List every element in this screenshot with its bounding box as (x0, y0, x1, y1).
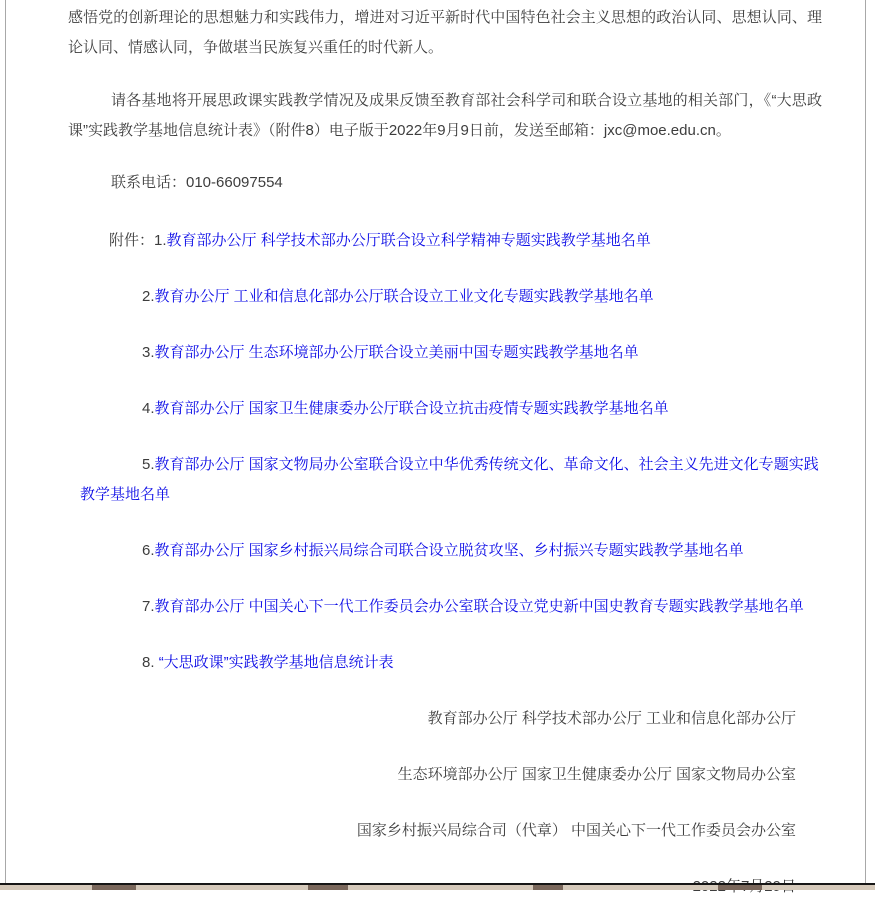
attachment-link-8[interactable]: “大思政课”实践教学基地信息统计表 (158, 654, 394, 671)
attachment-item-7 (80, 592, 822, 622)
cropped-content-mark (308, 885, 348, 890)
attachment-number-6: 6. (142, 542, 155, 559)
attachment-number-4: 4. (142, 400, 155, 417)
attachment-item-2 (80, 282, 822, 312)
body-paragraph-1: 感悟党的创新理论的思想魅力和实践伟力，增进对习近平新时代中国特色社会主义思想的政治认同、思想认同、理论认同、情感认同，争做堪当民族复兴重任的时代新人。 (68, 9, 822, 56)
attachment-item-8 (80, 648, 822, 678)
attachment-item-5 (80, 450, 822, 510)
signature-line-3: 国家乡村振兴局综合司（代章） 中国关心下一代工作委员会办公室 (356, 822, 796, 839)
attachment-link-6[interactable]: 教育部办公厅 国家乡村振兴局综合司联合设立脱贫攻坚、乡村振兴专题实践教学基地名单 (154, 542, 744, 559)
attachment-number-1: 1. (154, 232, 167, 249)
cropped-content-mark (718, 885, 762, 890)
attachment-link-5[interactable]: 教育部办公厅 国家文物局办公室联合设立中华优秀传统文化、革命文化、社会主义先进文化专题实践教学基地名单 (80, 456, 819, 503)
attachments-label: 附件： (109, 232, 155, 249)
attachment-link-4[interactable]: 教育部办公厅 国家卫生健康委办公厅联合设立抗击疫情专题实践教学基地名单 (154, 400, 669, 417)
contact-phone-line: 联系电话：010-66097554 (111, 174, 283, 191)
cropped-next-content (0, 885, 875, 890)
document-page (5, 0, 866, 884)
attachment-number-2: 2. (142, 288, 155, 305)
cropped-content-mark (533, 885, 563, 890)
document-content (6, 3, 865, 902)
attachment-link-3[interactable]: 教育部办公厅 生态环境部办公厅联合设立美丽中国专题实践教学基地名单 (154, 344, 639, 361)
attachment-item-4 (80, 394, 822, 424)
attachment-number-5: 5. (142, 456, 155, 473)
body-paragraph-2: 请各基地将开展思政课实践教学情况及成果反馈至教育部社会科学司和联合设立基地的相关部门，《“大思政课”实践教学基地信息统计表》（附件8）电子版于2022年9月9日前，发送至邮箱：jxc@moe.edu.cn。 (68, 92, 822, 139)
attachment-number-8: 8. (142, 654, 159, 671)
signature-block (68, 704, 822, 846)
attachment-item-1 (80, 226, 822, 256)
attachment-list (68, 226, 822, 678)
attachment-item-6 (80, 536, 822, 566)
signature-line-2: 生态环境部办公厅 国家卫生健康委办公厅 国家文物局办公室 (397, 766, 796, 783)
attachment-link-1[interactable]: 教育部办公厅 科学技术部办公厅联合设立科学精神专题实践教学基地名单 (166, 232, 651, 249)
cropped-content-mark (92, 885, 136, 890)
attachment-number-3: 3. (142, 344, 155, 361)
attachment-link-2[interactable]: 教育办公厅 工业和信息化部办公厅联合设立工业文化专题实践教学基地名单 (154, 288, 654, 305)
attachment-number-7: 7. (142, 598, 155, 615)
attachment-link-7[interactable]: 教育部办公厅 中国关心下一代工作委员会办公室联合设立党史新中国史教育专题实践教学基地名单 (154, 598, 804, 615)
signature-line-1: 教育部办公厅 科学技术部办公厅 工业和信息化部办公厅 (427, 710, 796, 727)
attachment-item-3 (80, 338, 822, 368)
